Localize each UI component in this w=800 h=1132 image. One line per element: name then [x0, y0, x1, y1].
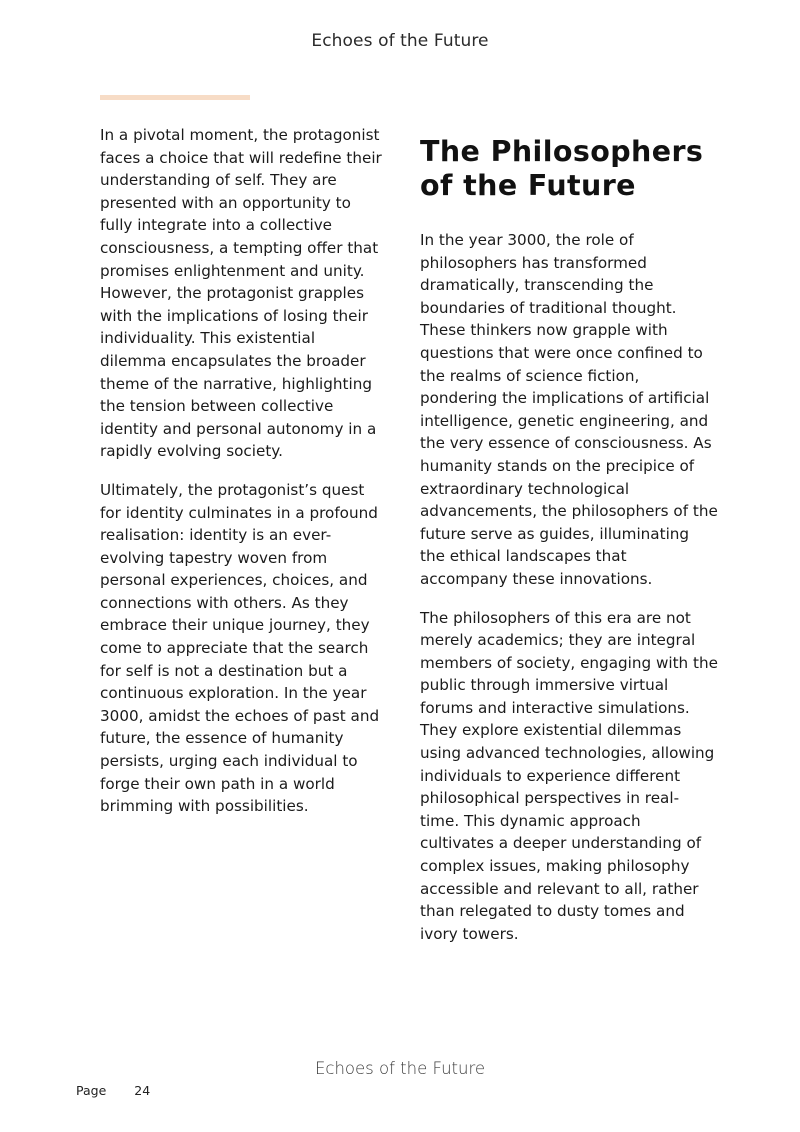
- right-column: [420, 135, 718, 945]
- accent-divider: [100, 95, 250, 100]
- section-heading: The Philosophers of the Future: [420, 135, 704, 202]
- left-column: [100, 124, 382, 818]
- page-number: [76, 1083, 150, 1098]
- page-header-title: Echoes of the Future: [311, 31, 489, 51]
- body-paragraph: In a pivotal moment, the protagonist faces a choice that will redefine their understanding of self. They are presented with an opportunity to fully integrate into a collective consciousness, a tempting offer that promises enlightenment and unity. However, the protagonist grapples with the implications of losing their individuality. This existential dilemma encapsulates the broader theme of the narrative, highlighting the tension between collective identity and personal autonomy in a rapidly evolving society.: [100, 126, 382, 461]
- body-paragraph: The philosophers of this era are not merely academics; they are integral members of society, engaging with the public through immersive virtual forums and interactive simulations. They explore existential dilemmas using advanced technologies, allowing individuals to experience different philosophical perspectives in real-time. This dynamic approach cultivates a deeper understanding of complex issues, making philosophy accessible and relevant to all, rather than relegated to dusty tomes and ivory towers.: [420, 608, 718, 943]
- body-paragraph: Ultimately, the protagonist’s quest for identity culminates in a profound realisation: identity is an ever-evolving tapestry woven from personal experiences, choices, and connections with others. As they embrace their unique journey, they come to appreciate that the search for self is not a destination but a continuous exploration. In the year 3000, amidst the echoes of past and future, the essence of humanity persists, urging each individual to forge their own path in a world brimming with possibilities.: [100, 480, 380, 816]
- page-label: Page: [76, 1083, 107, 1098]
- body-paragraph: In the year 3000, the role of philosophers has transformed dramatically, transcending the boundaries of traditional thought. These thinkers now grapple with questions that were once confined to the realms of science fiction, pondering the implications of artificial intelligence, genetic engineering, and the very essence of consciousness. As humanity stands on the precipice of extraordinary technological advancements, the philosophers of the future serve as guides, illuminating the ethical landscapes that accompany these innovations.: [420, 231, 718, 588]
- page-number-value: 24: [134, 1083, 151, 1098]
- page-footer-title: Echoes of the Future: [314, 1059, 486, 1078]
